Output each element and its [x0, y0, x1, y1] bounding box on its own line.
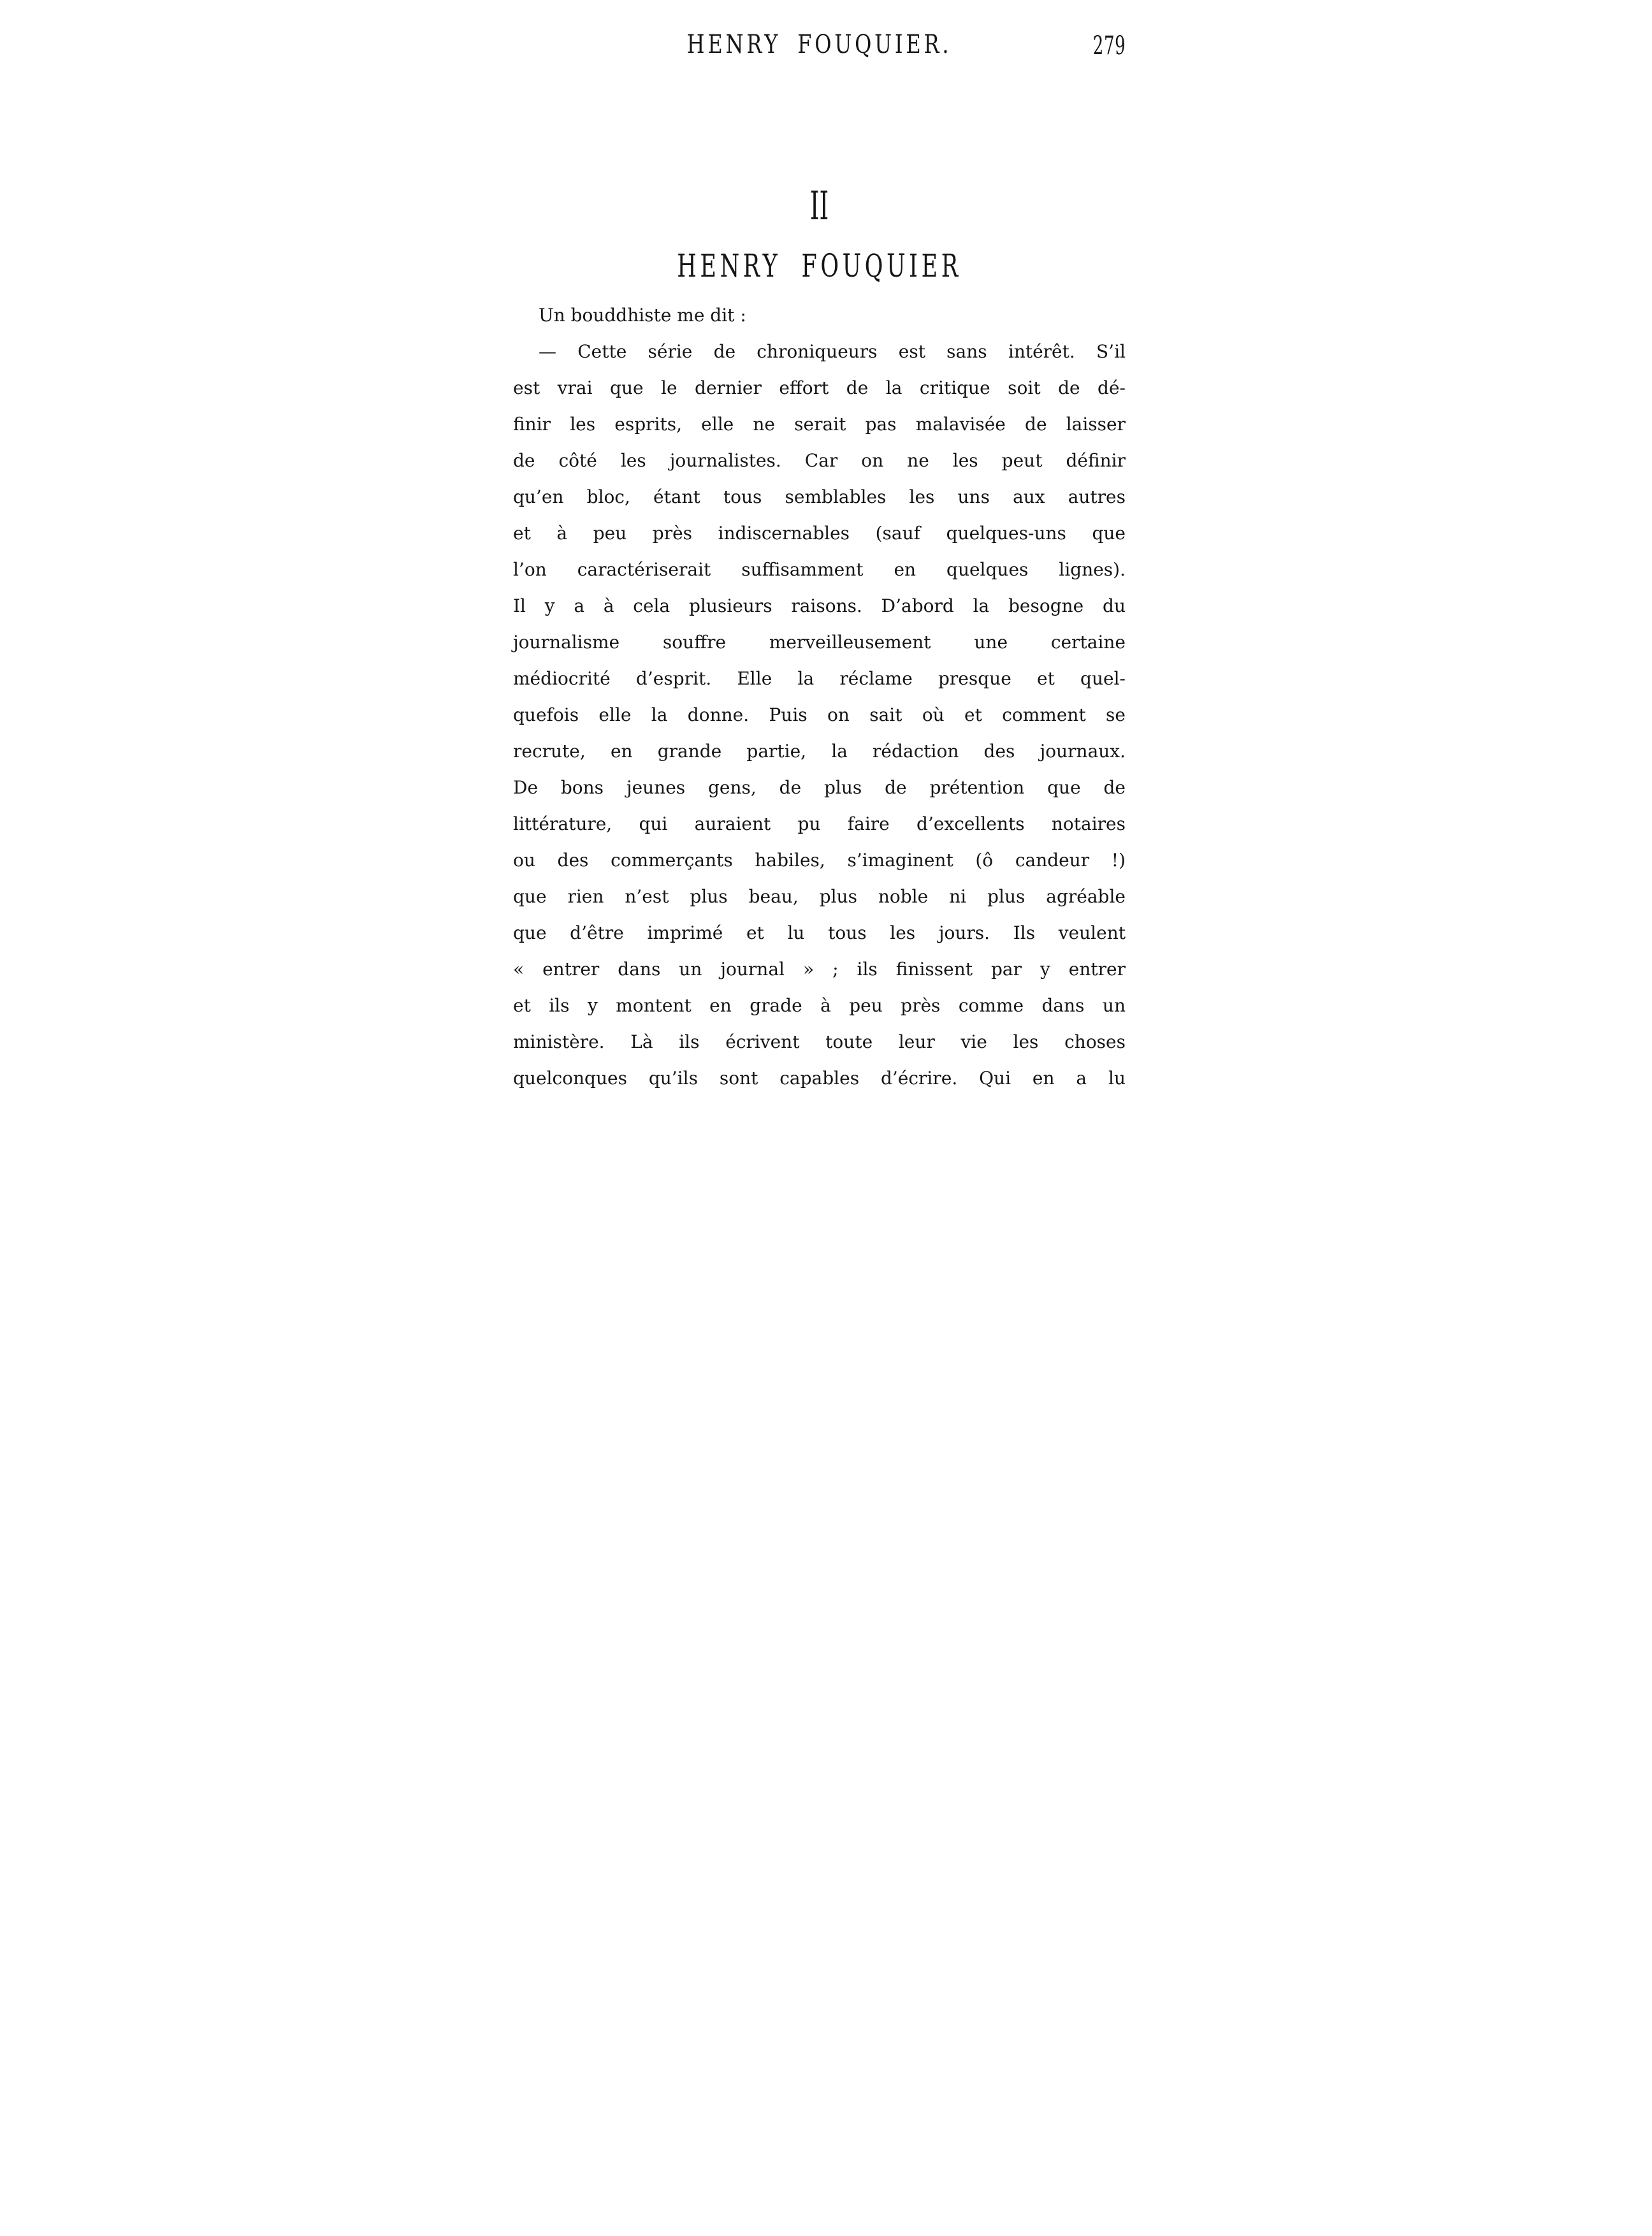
text-line: l’on caractériserait suffisamment en quelques lignes). [513, 559, 1126, 580]
page-header [513, 31, 1126, 61]
text-line: est vrai que le dernier effort de la critique soit de dé- [513, 377, 1126, 398]
text-line: et à peu près indiscernables (sauf quelques-uns que [513, 523, 1126, 544]
text-line: Il y a à cela plusieurs raisons. D’abord la besogne du [513, 595, 1126, 616]
text-line: ministère. Là ils écrivent toute leur vie les choses [513, 1031, 1126, 1052]
text-line: Un bouddhiste me dit : [539, 305, 746, 326]
section-numeral: II [809, 182, 829, 229]
text-line: quelconques qu’ils sont capables d’écrire. Qui en a lu [513, 1068, 1126, 1089]
text-line: que rien n’est plus beau, plus noble ni plus agréable [513, 886, 1126, 907]
text-line: littérature, qui auraient pu faire d’excellents notaires [513, 813, 1126, 834]
text-line: ou des commerçants habiles, s’imaginent (ô candeur !) [513, 850, 1126, 871]
text-line: qu’en bloc, étant tous semblables les uns aux autres [513, 486, 1126, 507]
text-line: journalisme souffre merveilleusement une certaine [513, 632, 1126, 653]
text-line: quefois elle la donne. Puis on sait où et comment se [513, 704, 1126, 725]
body-text [513, 297, 1126, 1096]
text-line: « entrer dans un journal » ; ils finissent par y entrer [513, 959, 1126, 980]
text-line: que d’être imprimé et lu tous les jours. Ils veulent [513, 922, 1126, 943]
text-line: recrute, en grande partie, la rédaction des journaux. [513, 741, 1126, 762]
text-line: De bons jeunes gens, de plus de prétention que de [513, 777, 1126, 798]
chapter-title: HENRY FOUQUIER [677, 247, 962, 284]
text-line: — Cette série de chroniqueurs est sans intérêt. S’il [539, 341, 1126, 362]
text-line: et ils y montent en grade à peu près comme dans un [513, 995, 1126, 1016]
running-header-title: HENRY FOUQUIER. [686, 30, 952, 59]
text-line: de côté les journalistes. Car on ne les peut définir [513, 450, 1126, 471]
text-line: finir les esprits, elle ne serait pas malavisée de laisser [513, 414, 1126, 435]
page-number: 279 [1092, 31, 1126, 61]
text-line: médiocrité d’esprit. Elle la réclame presque et quel- [513, 668, 1126, 689]
